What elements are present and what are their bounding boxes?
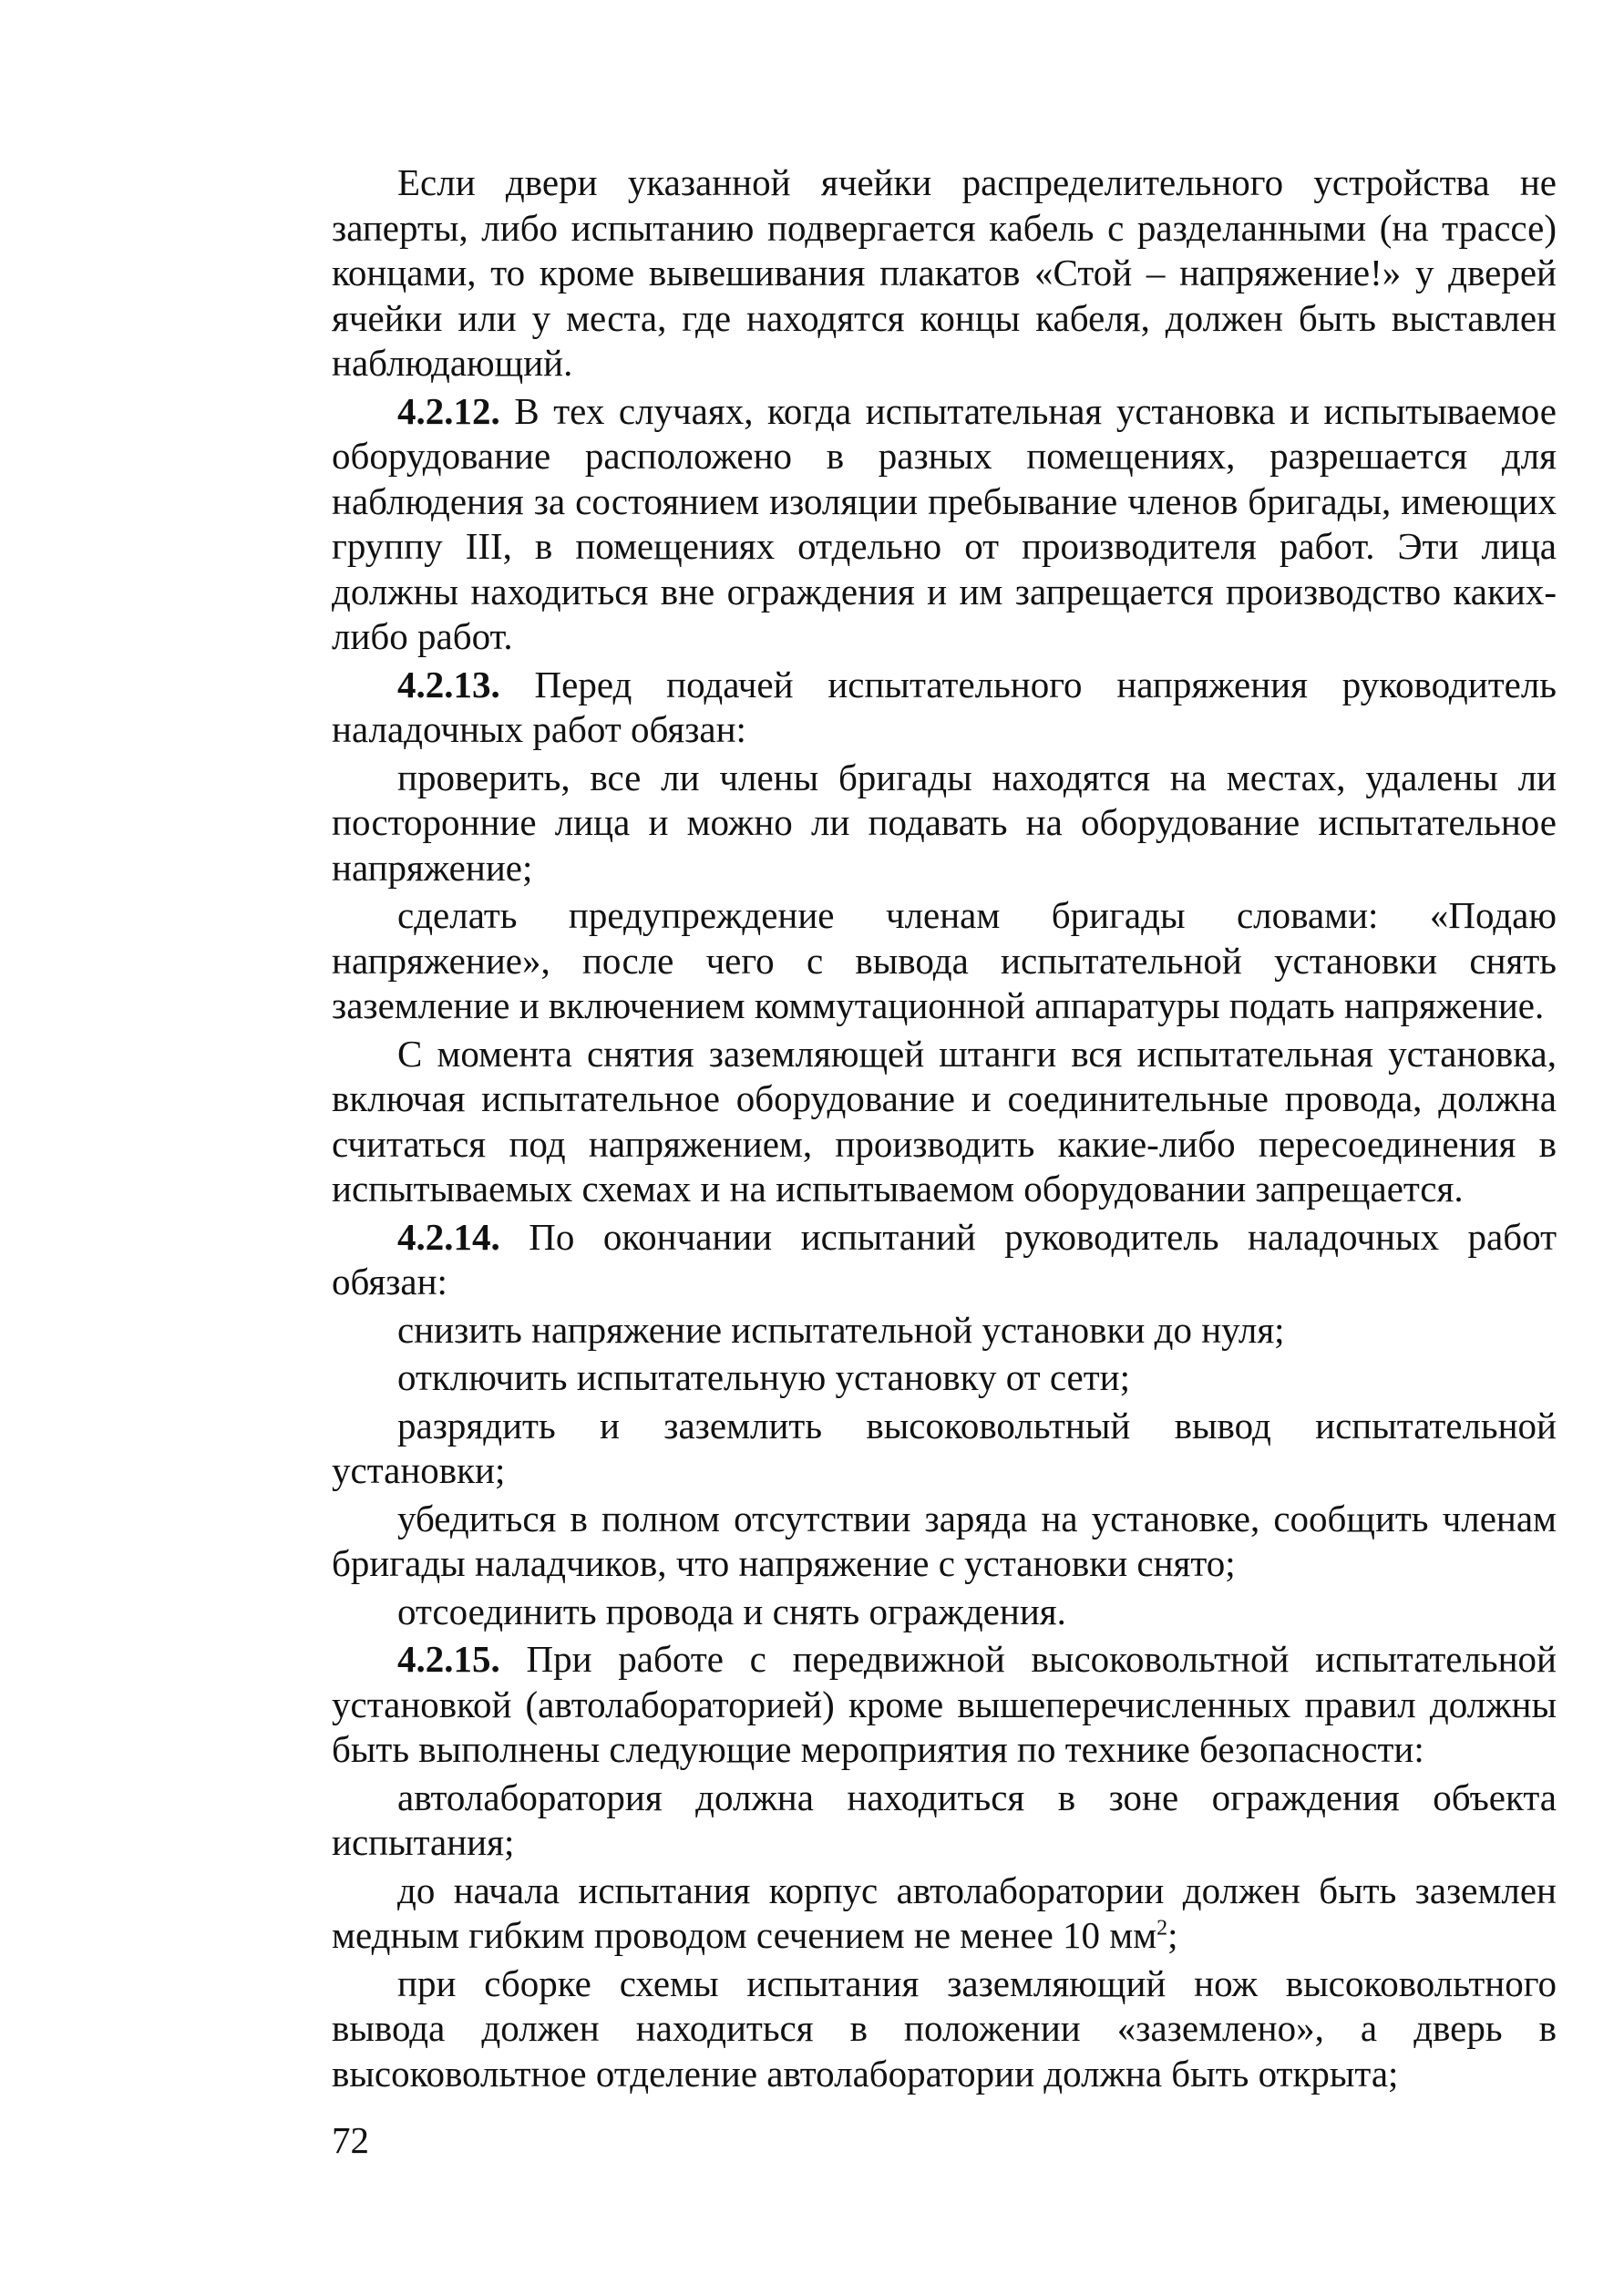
section-number: 4.2.13. <box>397 663 500 705</box>
section-text: В тех случаях, когда испытательная установка и испытываемое оборудование расположено в разных помещениях, разрешается для наблюдения за состоянием изоляции пребывание членов бригады, имеющих группу III, в помещениях отдельно от производителя работ. Эти лица должны находиться вне ограждения и им запрещается производство каких-либо работ. <box>332 389 1557 657</box>
paragraph-text: Если двери указанной ячейки распределительного устройства не заперты, либо испытанию подвергается кабель с разделанными (на трассе) концами, то кроме вывешивания плакатов «Стой – напряжение!» у дверей ячейки или у места, где находятся концы кабеля, должен быть выставлен наблюдающий. <box>332 161 1557 384</box>
list-item <box>332 756 1557 891</box>
list-item-text: отсоединить провода и снять ограждения. <box>397 1590 1066 1632</box>
list-item <box>332 1355 1557 1401</box>
list-item-text: сделать предупреждение членам бригады словами: «Подаю напряжение», после чего с вывода испытательной установки снять заземление и включением коммутационной аппаратуры подать напряжение. <box>332 894 1557 1026</box>
superscript: 2 <box>1156 1916 1168 1941</box>
list-item <box>332 1308 1557 1354</box>
list-item-text: автолаборатория должна находиться в зоне ограждения объекта испытания; <box>332 1776 1557 1863</box>
list-item-tail: ; <box>1167 1914 1178 1956</box>
section-4-2-12 <box>332 389 1557 660</box>
section-4-2-13 <box>332 663 1557 753</box>
list-item-text: до начала испытания корпус автолаборатории должен быть заземлен медным гибким проводом сечением не менее 10 мм <box>332 1869 1557 1956</box>
section-text: Перед подачей испытательного напряжения руководитель наладочных работ обязан: <box>332 663 1557 750</box>
document-page <box>332 160 1557 2239</box>
paragraph-intro <box>332 160 1557 386</box>
list-item-text: отключить испытательную установку от сети; <box>397 1356 1131 1398</box>
list-item-text: разрядить и заземлить высоковольтный вывод испытательной установки; <box>332 1404 1557 1491</box>
paragraph-text: С момента снятия заземляющей штанги вся испытательная установка, включая испытательное оборудование и соединительные провода, должна считаться под напряжением, производить какие-либо пересоединения в испытываемых схемах и на испытываемом оборудовании запрещается. <box>332 1032 1557 1210</box>
section-text: По окончании испытаний руководитель наладочных работ обязан: <box>332 1215 1557 1302</box>
list-item <box>332 1497 1557 1587</box>
list-item <box>332 1961 1557 2097</box>
paragraph-grounding <box>332 1032 1557 1212</box>
list-item-text: снизить напряжение испытательной установки до нуля; <box>397 1308 1285 1351</box>
list-item-text: при сборке схемы испытания заземляющий нож высоковольтного вывода должен находиться в положении «заземлено», а дверь в высоковольтное отделение автолаборатории должна быть открыта; <box>332 1961 1557 2095</box>
section-number: 4.2.15. <box>397 1638 500 1680</box>
list-item <box>332 1776 1557 1866</box>
list-item-text: убедиться в полном отсутствии заряда на установке, сообщить членам бригады наладчиков, что напряжение с установки снято; <box>332 1497 1557 1584</box>
list-item <box>332 1590 1557 1635</box>
section-4-2-15 <box>332 1637 1557 1773</box>
section-4-2-14 <box>332 1215 1557 1305</box>
section-number: 4.2.14. <box>397 1215 500 1258</box>
section-text: При работе с передвижной высоковольтной испытательной установкой (автолабораторией) кроме вышеперечисленных правил должны быть выполнены следующие мероприятия по технике безопасности: <box>332 1638 1557 1770</box>
list-item <box>332 1869 1557 1959</box>
list-item <box>332 893 1557 1029</box>
section-number: 4.2.12. <box>397 389 500 432</box>
list-item-text: проверить, все ли члены бригады находятся на местах, удалены ли посторонние лица и можно ли подавать на оборудование испытательное напряжение; <box>332 756 1557 889</box>
page-number: 72 <box>332 2119 369 2161</box>
list-item <box>332 1404 1557 1494</box>
